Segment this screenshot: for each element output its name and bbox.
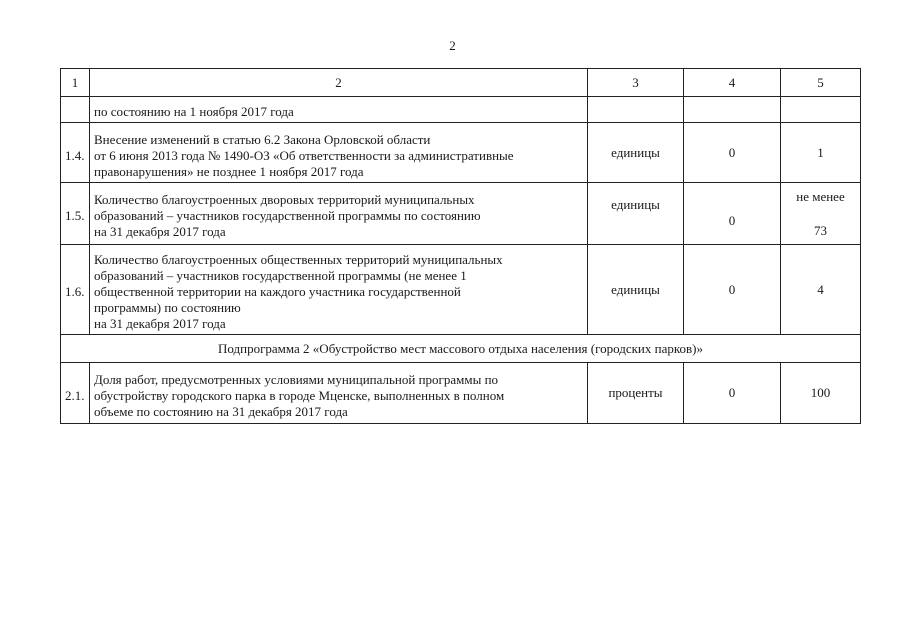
- column-header-5: 5: [781, 69, 861, 97]
- table-row: [61, 363, 861, 424]
- row-number: 1.6.: [61, 245, 90, 335]
- value-5-number: 73: [814, 222, 827, 238]
- value-cell-5: 100: [781, 363, 861, 424]
- indicator-name-line: правонарушения» не позднее 1 ноября 2017 года: [94, 163, 364, 179]
- value-cell-5: [781, 97, 861, 123]
- value-cell-5: 1: [781, 123, 861, 183]
- subprogram-header-row: [61, 335, 861, 363]
- unit-cell: [588, 97, 684, 123]
- indicator-name: [90, 245, 588, 335]
- column-header-1: 1: [61, 69, 90, 97]
- value-cell-5: 4: [781, 245, 861, 335]
- indicator-name: [90, 183, 588, 245]
- indicator-name-line: Количество благоустроенных общественных территорий муниципальных: [94, 252, 503, 267]
- table-row: [61, 245, 861, 335]
- value-cell-4: 0: [684, 123, 781, 183]
- unit-cell: единицы: [588, 183, 684, 245]
- value-cell-5: [781, 183, 861, 245]
- value-4-text: 0: [728, 212, 736, 228]
- row-number: 1.4.: [61, 123, 90, 183]
- value-5-stack: [785, 189, 856, 239]
- indicator-name-line: образований – участников государственной программы по состоянию: [94, 208, 481, 223]
- row-number: [61, 97, 90, 123]
- row-number: 1.5.: [61, 183, 90, 245]
- value-cell-4: 0: [684, 245, 781, 335]
- table-row: [61, 183, 861, 245]
- indicator-name-line: программы) по состоянию: [94, 300, 241, 315]
- unit-cell: проценты: [588, 363, 684, 424]
- column-header-2: 2: [90, 69, 588, 97]
- value-cell-4: [684, 183, 781, 245]
- indicator-name-line: образований – участников государственной программы (не менее 1: [94, 268, 467, 283]
- indicator-name-line: на 31 декабря 2017 года: [94, 224, 226, 239]
- unit-cell: единицы: [588, 245, 684, 335]
- value-cell-4: [684, 97, 781, 123]
- indicator-name-line: на 31 декабря 2017 года: [94, 316, 226, 331]
- page-number: 2: [449, 38, 456, 53]
- indicator-name-line: Доля работ, предусмотренных условиями муниципальной программы по: [94, 371, 499, 387]
- column-header-3: 3: [588, 69, 684, 97]
- indicator-name-line: обустройству городского парка в городе Мценске, выполненных в полном: [94, 387, 505, 403]
- indicator-name-line: по состоянию на 1 ноября 2017 года: [94, 103, 294, 119]
- indicator-name-line: общественной территории на каждого участника государственной: [94, 284, 461, 299]
- indicator-name: [90, 363, 588, 424]
- table-row: [61, 97, 861, 123]
- subprogram-title: Подпрограмма 2 «Обустройство мест массового отдыха населения (городских парков)»: [61, 335, 861, 363]
- table-header-row: [61, 69, 861, 97]
- value-5-prefix: не менее: [796, 188, 845, 204]
- indicator-name: [90, 123, 588, 183]
- indicators-table: [60, 68, 861, 424]
- value-cell-4: 0: [684, 363, 781, 424]
- table-row: [61, 123, 861, 183]
- indicator-name-line: от 6 июня 2013 года № 1490-ОЗ «Об ответственности за административные: [94, 147, 514, 163]
- unit-cell: единицы: [588, 123, 684, 183]
- indicator-name-line: Внесение изменений в статью 6.2 Закона Орловской области: [94, 131, 431, 147]
- column-header-4: 4: [684, 69, 781, 97]
- indicator-name-line: Количество благоустроенных дворовых территорий муниципальных: [94, 192, 475, 207]
- indicator-name: [90, 97, 588, 123]
- row-number: 2.1.: [61, 363, 90, 424]
- indicator-name-line: объеме по состоянию на 31 декабря 2017 года: [94, 403, 348, 419]
